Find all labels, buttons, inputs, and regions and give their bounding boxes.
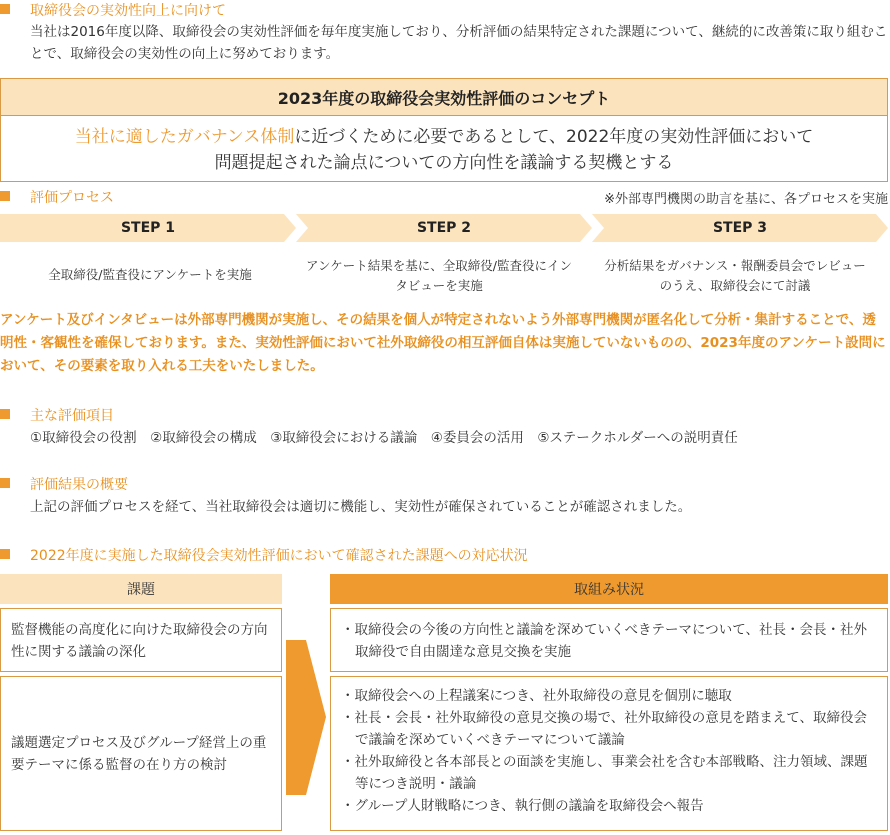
status-item: ・グループ人財戦略につき、執行側の議論を取締役会へ報告 xyxy=(341,798,704,814)
survey-method-paragraph: アンケート及びインタビューは外部専門機関が実施し、その結果を個人が特定されないよう外部専門機関が匿名化して分析・集計することで、透明性・客観性を確保しております。また、実効性評価において社外取締役の相互評価自体は実施していないものの、2023年度のアンケート設問において、その要素を取り入れる工夫をいたしました。 xyxy=(0,312,886,374)
status-cell-1 xyxy=(330,608,888,672)
header-status: 取組み状況 xyxy=(330,574,888,604)
status-item: ・社外取締役と各本部長との面談を実施し、事業会社を含む本部戦略、注力領域、課題等につき説明・議論 xyxy=(341,754,868,792)
section-title-improvement: 取締役会の実効性向上に向けて xyxy=(30,3,226,19)
status-item: ・社長・会長・社外取締役の意見交換の場で、社外取締役の意見を踏まえて、取締役会で議論を深めていくべきテーマについて議論 xyxy=(341,710,867,748)
issue-cell-1 xyxy=(0,608,282,672)
issue-cell-2 xyxy=(0,676,282,831)
concept-highlight: 当社に適したガバナンス体制 xyxy=(74,127,295,147)
section-title-issues: 2022年度に実施した取締役会実効性評価において確認された課題への対応状況 xyxy=(30,548,528,564)
step2-desc: アンケート結果を基に、全取締役/監査役にインタビューを実施 xyxy=(306,258,572,293)
concept-body xyxy=(0,116,888,182)
improvement-text: 当社は2016年度以降、取締役会の実効性評価を毎年度実施しており、分析評価の結果特定された課題について、継続的に改善策に取り組むことで、取締役会の実効性の向上に努めております。 xyxy=(30,24,888,62)
section-marker xyxy=(0,549,10,559)
step1-label: STEP 1 xyxy=(120,220,176,236)
section-title-items: 主な評価項目 xyxy=(30,408,114,424)
step3-desc: 分析結果をガバナンス・報酬委員会でレビューのうえ、取締役会にて討議 xyxy=(604,258,866,293)
issue-text-2: 議題選定プロセス及びグループ経営上の重要テーマに係る監督の在り方の検討 xyxy=(11,734,267,773)
section-marker xyxy=(0,191,10,201)
section-marker xyxy=(0,478,10,488)
process-note: ※外部専門機関の助言を基に、各プロセスを実施 xyxy=(604,192,888,207)
header-issue: 課題 xyxy=(0,574,282,604)
status-cell-2 xyxy=(330,676,888,831)
step2-label: STEP 2 xyxy=(416,220,472,236)
step1-desc: 全取締役/監査役にアンケートを実施 xyxy=(48,267,252,282)
status-item: ・取締役会の今後の方向性と議論を深めていくべきテーマについて、社長・会長・社外取締役で自由闊達な意見交換を実施 xyxy=(341,622,867,660)
section-marker xyxy=(0,409,10,419)
section-title-summary: 評価結果の概要 xyxy=(30,477,128,493)
concept-line2: 問題提起された論点についての方向性を議論する契機とする xyxy=(214,153,674,173)
concept-heading: 2023年度の取締役会実効性評価のコンセプト xyxy=(0,78,888,116)
issue-text-1: 監督機能の高度化に向けた取締役会の方向性に関する議論の深化 xyxy=(11,622,268,660)
concept-line1: に近づくために必要であるとして、2022年度の実効性評価において xyxy=(294,127,814,147)
status-item: ・取締役会への上程議案につき、社外取締役の意見を個別に聴取 xyxy=(341,688,732,704)
evaluation-items-list: ①取締役会の役割 ②取締役会の構成 ③取締役会における議論 ④委員会の活用 ⑤ステークホルダーへの説明責任 xyxy=(30,430,738,446)
section-title-process: 評価プロセス xyxy=(30,190,114,206)
summary-text: 上記の評価プロセスを経て、当社取締役会は適切に機能し、実効性が確保されていることが確認されました。 xyxy=(30,499,692,515)
step3-label: STEP 3 xyxy=(712,220,768,236)
arrow-right-icon xyxy=(284,640,330,795)
section-marker xyxy=(0,4,10,14)
